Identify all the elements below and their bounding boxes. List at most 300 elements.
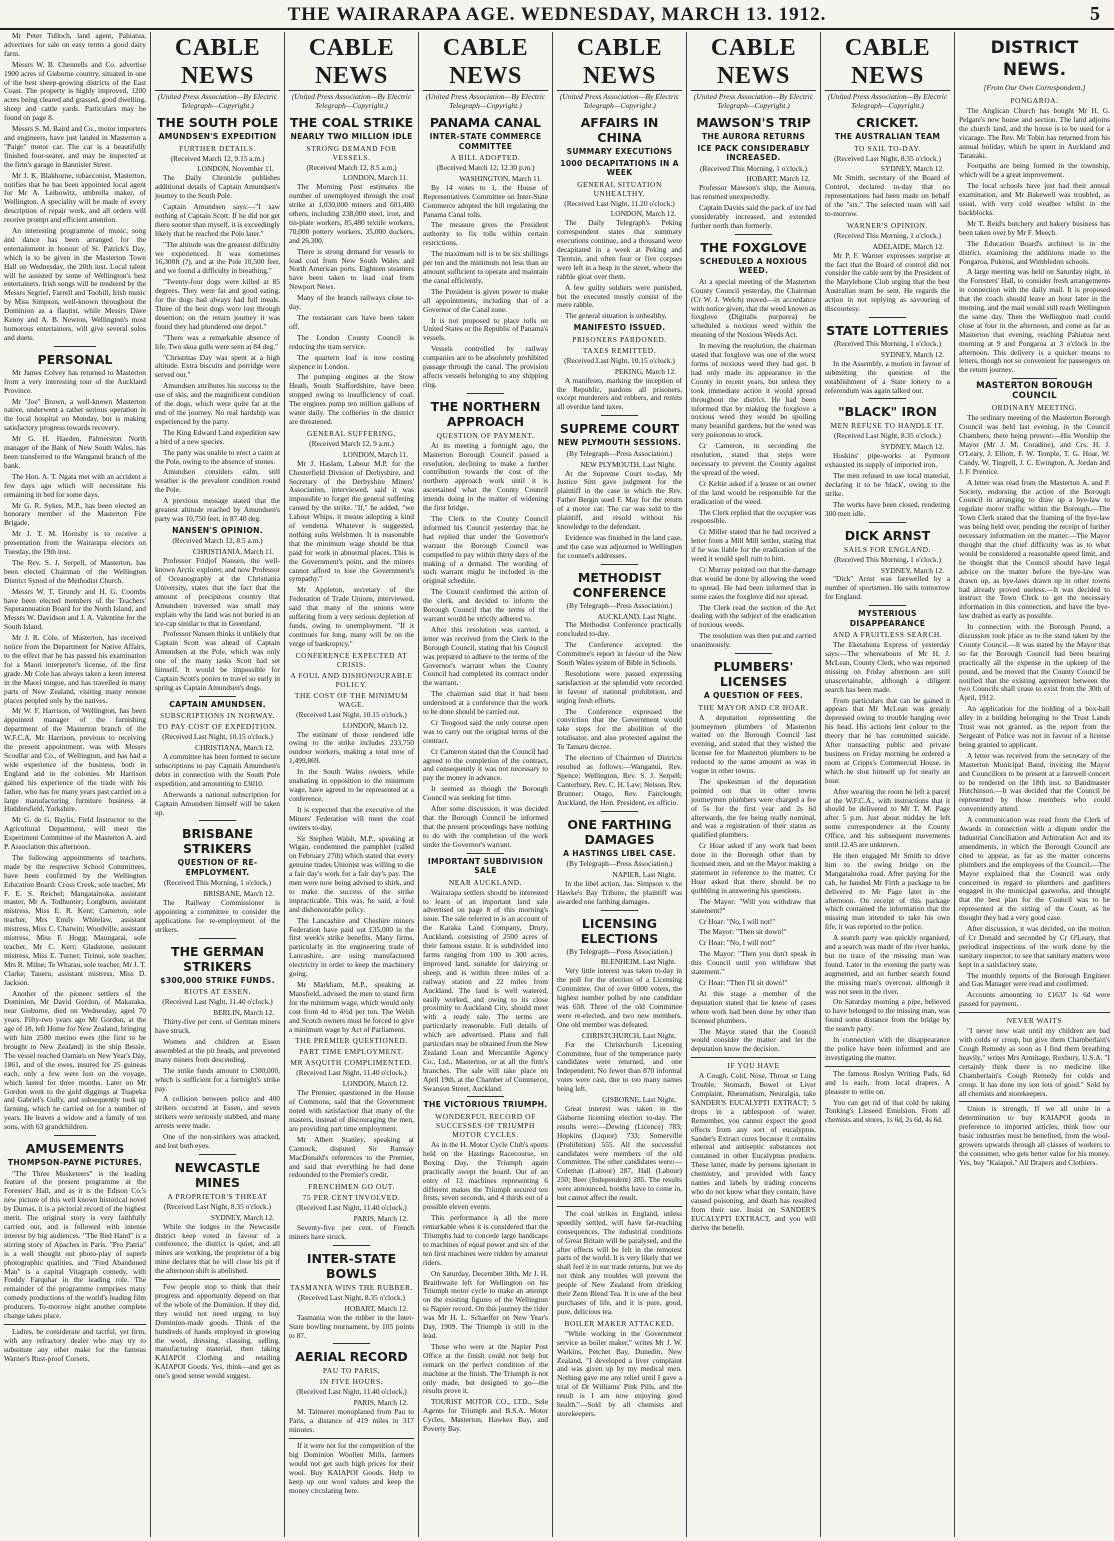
article-paragraph: Cr Hoar asked if any work had been done in the Borough other than by licensed men, and on the Mayor making a statement in reference to the matter, Cr Hoar asked that there should be no quibbling in answering his questions.	[691, 841, 816, 895]
article-paragraph: At its meeting a fortnight ago, the Masterton Borough Council passed a resolution, declining to make a further contribution towards the cost of the northern approach work until it is ascertained what the County Council intends doing in the matter of widening the first bridge.	[423, 440, 548, 513]
divider	[289, 1438, 414, 1439]
dateline: GISBORNE, Last Night.	[602, 1095, 676, 1105]
article-paragraph: From particulars that can be gained it appears that Mr McLean was greatly depressed owing to trouble hanging over his head. His actions lent colour to the theory that he has committed suicide. After transacting public and private business on Friday morning he ordered a room at Cripps's Commercial House, in which he shut himself up for nearly an hour.	[825, 695, 950, 785]
article-paragraph: A search party was quickly organised, and a search was made of the river banks, but no trace of the missing man was found. Later in the evening the party was augmented, and on further search found the missing man's overcoat, although it was not seen in the river.	[825, 933, 950, 996]
article-paragraph: The Conference expressed the conviction that the Government would take steps for the abolition of the totalisator, and also protested against the Te Tamaru decree.	[557, 706, 682, 752]
divider	[467, 393, 505, 394]
article-paragraph: Cr Hoar: "Then I'll sit down!"	[699, 977, 788, 987]
article-paragraph: The London County Council is reducing the tram service.	[289, 332, 414, 351]
article-paragraph: Mr "Joe" Brown, a well-known Masterton native, underwent a rather serious operation in the local hospital on Monday, but is making satisfactory progress towards recovery.	[4, 396, 146, 433]
article-paragraph: The restaurant cars have been taken off.	[289, 313, 414, 331]
article-paragraph: Many of the branch railways close to-day.	[289, 293, 414, 312]
article-headline: THE VICTORIOUS TRIUMPH.	[423, 1100, 548, 1110]
received-time: (Received Last Night, 8.35 o'clock.)	[833, 431, 942, 441]
received-time: (Received This Morning, 1 o'clock.)	[833, 339, 942, 348]
divider	[467, 853, 505, 854]
article-headline: THE GERMAN STRIKERS	[171, 943, 264, 974]
article-paragraph: It seemed as though the Borough Council was seeking for time.	[423, 784, 548, 803]
received-time: (Received Last Night, 8.35 o'clock.)	[163, 1201, 272, 1211]
article-paragraph: A letter was received from the secretary of the Masterton Municipal Band, inviting the Mayor and Councillors to be present at a farewell concert to be tendered on the 18th inst. to Bandmaster Hutchinson.—It was decided that the Council be represented by those members who could conveniently attend.	[959, 750, 1110, 814]
column-cable-news-5	[686, 32, 820, 1537]
article-headline: DICK ARNST	[844, 527, 931, 543]
article-paragraph: For the Christchurch Licensing Committee, four of the temperance party candidates were returned, and one Independent. No fewer than 870 informal votes were cast, due to too many names being left.	[557, 1039, 682, 1094]
dateline: CHRISTIANIA, March 11.	[192, 547, 274, 557]
advertisement-text: Few people stop to think that their progress and opportunity depend on that of the whole of the Dominion. If they did, they would not need urging to buy Dominion-made goods. Think of the hundreds of hands employed in growing the wool, dressing, classing, selling, manufacturing material, then taking KAIAPOI Clothing and retailing KAIAPOI Goods. Yes, think—and get as one's good sense would suggest.	[155, 1282, 280, 1381]
article-subheading: GENERAL SITUATION UNHEALTHY.	[577, 179, 662, 198]
article-paragraph: A few guilty soldiers were punished, but the executed mostly consist of the mere rabble.	[557, 282, 682, 310]
article-paragraph: The spokesman of the deputation pointed out that in other towns journeymen plumbers were charged a fee of 5s for the first year and 2s 6d afterwards, the fee being really nominal, and was a registration of their status as qualified plumbers.	[691, 776, 816, 840]
received-time: (Received Last Night, 11.40 o'clock.)	[296, 1387, 407, 1397]
article-subheading: THE PREMIER QUESTIONED.	[295, 1036, 408, 1046]
article-paragraph: "The Three Musketeers" is the leading feature of the present programme at the Foresters' Hall, and as it is the Edison Co.'s new picture of this well known historical novel by Dumas, it is a pictorial record of the highest merit. The original story is very faithfully carried out, and is followed with intense interest by big audiences. "The Red Hand" is a stirring story of Apaches in Paris. "Pro Patria" is a well thought out photo-play of superb photographic qualities, and "Fred Abandoned Man" is a capital Vitagraph comedy, with Freddy Farquhar in the leading role. The remainder of the programme comprises many comedy productions of the world's leading film producers. To-morrow night another complete change takes place.	[4, 1168, 146, 1321]
cable-news-banner: CABLE NEWS	[155, 34, 280, 91]
article-subheading: RIOTS AT ESSEN.	[184, 987, 251, 997]
received-time: (Received Last Night, 11.40 o'clock.)	[162, 997, 273, 1007]
article-paragraph: Mr J. R. Cole, of Masterton, has received notice from the Department for Native Affairs, to the effect that he has passed his examination for a Maori interpreter's license, of the first grade. Mr Cole has always taken a keen interest in the Maori tongue, and has travelled in many parts of New Zealand, visiting many remote places peopled only by the natives.	[4, 633, 146, 705]
divider	[601, 910, 639, 911]
divider	[199, 938, 237, 939]
article-subheading: 1000 DECAPITATIONS IN A WEEK	[560, 158, 679, 177]
article-headline: INTER-STATE BOWLS	[306, 1250, 397, 1281]
cable-news-banner: CABLE NEWS	[557, 34, 682, 91]
article-paragraph: The general situation is unhealthy.	[565, 311, 667, 321]
advertisement-text: You can get rid of that cold by taking Tonking's Linseed Emulsion. From all chemists and stores, 1s 6d, 2s 6d, 4s 6d.	[825, 1097, 950, 1125]
received-time: (Received This Morning, 1 o'clock.)	[163, 878, 272, 888]
article-paragraph: Professor Fridjof Nansen, the well-known Arctic explorer, and now Professor of Oceanography at the Christiania University, states that the fact that the amount of precipitous country that Amundsen traversed was small may explain why the land was not buried in an ice-cap similar to that in Greenland.	[155, 556, 280, 628]
article-paragraph: A collision between police and 400 strikers occurred at Essen, and seven strikers were seriously stabbed, and many arrests were made.	[155, 1094, 280, 1131]
article-paragraph: Amundsen attributes his success to the use of skis, and the magnificent condition of the dogs, which were quite fat at the end of the journey. No real hardship was experienced by the party.	[155, 381, 280, 426]
dateline: HOBART, March 12.	[344, 1303, 408, 1313]
article-headline: THE NORTHERN APPROACH	[430, 398, 541, 429]
divider	[54, 1135, 97, 1136]
divider	[735, 234, 773, 235]
article-headline: MYSTERIOUS DISAPPEARANCE	[849, 609, 926, 628]
article-paragraph: A committee has been formed to secure subscriptions to pay Captain Amundsen's debts in connection with the South Pole expedition, and amounting to £3010.	[155, 752, 280, 788]
article-paragraph: A previous message stated that the greatest altitude reached by Amundsen's party was 10,750 feet, in 87.40 deg.	[155, 496, 280, 523]
article-paragraph: After discussion, it was decided, on the motion of Cr Donald and seconded by Cr O'Leary, that periodical inspections of the work done by the sanitary inspector, to see that sanitary matters were kept in a satisfactory state.	[959, 924, 1110, 969]
article-paragraph: As in the H. Motor Cycle Club's sports held on the Hastings Racecourse, on Boxing Day, the Triumph again practically swept the board. Out of an entry of 12 machines representing 6 different makes the Triumph secured ten firsts, seven seconds, and 4 thirds out of a possible eleven events.	[423, 1139, 548, 1212]
article-paragraph: After wearing the room he left a parcel at the W.F.C.A., with instructions that it should be delivered to Mr T. M. Page after 5 p.m. Just about midday he left some correspondence at the County Office, and his subsequent movements until 12.45 are unknown.	[825, 786, 950, 850]
article-paragraph: Cr Cameron stated that the Council had agreed to the completion of the contract, and consequently it was not necessary to pay the money in advance.	[423, 746, 548, 783]
article-headline: BRISBANE STRIKERS	[181, 826, 253, 857]
dateline: SYDNEY, March 12.	[880, 565, 944, 575]
place-heading: PONGAROA.	[1010, 96, 1059, 105]
received-time: (By Telegraph—Press Association.)	[566, 600, 673, 610]
article-paragraph: Footpaths are being formed in the township, which will be a great improvement.	[959, 161, 1110, 180]
article-paragraph: The chairman said that it had been understood at a conference that the work to be done should be carried out.	[423, 689, 548, 717]
article-paragraph: Mr G. R. Sykes, M.P., has been elected an honorary member of the Masterton Fire Brigade.	[4, 500, 146, 528]
article-paragraph: Captain Davies said the pack of ice had considerably increased, and extended further north than formerly.	[691, 203, 816, 230]
article-headline: IMPORTANT SUBDIVISION SALE	[427, 856, 544, 876]
article-subheading: NEW PLYMOUTH SESSIONS.	[557, 438, 682, 448]
article-paragraph: Mr J. Haslam, Labour M.P. for the Chesterfield Division of Derbyshire, and Secretary of the Derbyshire Miners' Association, interviewed, said it was impossible to forget the general suffering caused by the strike. "If," he added, "we Labour Whips, it means adopting a kind of vendetta. Whatever is suggested, nothing suits Welshmen. It is reasonable that the minimum wage should be that paid for work in abnormal places. This is the Government's point, and the miners cannot afford to lose the Government's sympathy."	[289, 458, 414, 584]
article-subheading: SUMMARY EXECUTIONS	[566, 147, 673, 156]
article-headline: MASTERTON BOROUGH COUNCIL	[976, 381, 1093, 401]
advertisement-heading: IF YOU HAVE	[727, 1061, 780, 1071]
article-paragraph: The Eketahuna Express of yesterday says:—The whereabouts of Mr H. J. McLean, County Clerk, who was reported missing on Friday afternoon are still unascertainable, although a diligent search has been made.	[825, 640, 950, 694]
article-subheading: A PROPRIETOR'S THREAT	[167, 1191, 268, 1201]
article-paragraph: Mr Markham, M.P., speaking at Mansfield, advised the men to stand firm for the minimum wage, which would only cost from 4d to 4½d per ton. The Welsh and Scotch owners must be forced to give a minimum wage by Act of Parliament.	[289, 980, 414, 1034]
article-paragraph: By 14 votes to 1, the House of Representatives Committee on Inter-State Commerce adopted the bill regulating the Panama Canal tolls.	[423, 182, 548, 219]
article-paragraph: Thirty-five per cent. of German miners have struck.	[155, 1017, 280, 1036]
column-cable-news-3	[418, 32, 552, 1537]
article-paragraph: The Conference accepted the Committee's report in favour of the New South Wales system of Bible in Schools.	[557, 640, 682, 668]
article-subheading: THE COST OF THE MINIMUM WAGE.	[294, 690, 409, 709]
article-subheading: WONDERFUL RECORD OF SUCCESSES OF TRIUMPH MOTOR CYCLES.	[435, 1111, 536, 1139]
dateline: SYDNEY, March 12.	[880, 164, 944, 174]
article-subheading: TAXES REMITTED.	[582, 345, 657, 355]
article-paragraph: An interesting programme of music, song and dance has been arranged for the entertainment in honour of St. Patrick's Day, which is to be given in the Masterton Town Hall on Wednesday, the 20th inst. Local talent will be assisted by some of Wellington's best entertainers. Irish songs will be rendered by the Messrs Segrief, Farrell and Toohill, Irish music by Miss Simpson, well-known throughout the Dominion as a flautist, while Messrs Dave Kenny and A. B. Newton, Wellington's most humorous entertainers, will give several solos and duets.	[4, 226, 146, 342]
column-cable-news-2	[284, 32, 418, 1537]
divider	[691, 1057, 816, 1058]
article-headline: CRICKET.	[856, 115, 919, 130]
article-paragraph: The Mayor: "Will you withdraw that statement?"	[691, 896, 816, 915]
divider	[601, 564, 639, 565]
dateline: BRISBANE, March 12.	[203, 889, 274, 899]
article-subheading: PART TIME EMPLOYMENT.	[299, 1047, 404, 1057]
article-paragraph: Another of the pioneer settlers of the Dominion, Mr David Gordon, of Makaraka, near Gisborne, died on Wednesday, aged 70 years. Fifty-two years ago Mr Gordon, at the age of 18, left Home for New Zealand, bringing with him 2500 merino ewes (the first to be brought to New Zealand) in the ship Bessie. The vessel reached Oamaru on New Year's Day, 1861, and of the ewes, insured for 25 guineas each, only a few were lost on the voyage, which lasted for three months. Later on Mr Gordon went to the gold diggings at Tuapeka and Gabriel's Gully, and subsequently took up farming, which he carried on for a number of years. He leaves a widow and a family of ten sons, with 63 grandchildren.	[4, 988, 146, 1132]
article-paragraph: Amundsen considers calm, still weather is the prevalent condition round the Pole.	[155, 467, 280, 495]
dateline: ADELAIDE, March 12.	[872, 241, 944, 251]
article-subheading: NEARLY TWO MILLION IDLE	[290, 132, 413, 141]
article-paragraph: Those who were at the Napier Post Office at the finish could not help but remark on the perfect condition of the machine at the finish. The Triumph is not only made, but designed to go—the results prove it.	[423, 1341, 548, 1396]
article-paragraph: On Saturday morning a pipe, believed to have belonged to the missing man, was found some distance from the bridge by the search party.	[825, 997, 950, 1034]
article-paragraph: "The altitude was the greatest difficulty we experienced. It was sometimes 16,300ft (?), and at the Pole 10,500 feet, and we found a difficulty in breathing."	[155, 239, 280, 276]
column-cable-news-1	[150, 32, 284, 1537]
article-paragraph: The Hon. A. T. Ngata met with an accident a few days ago which will necessitate his remaining in bed for some days.	[4, 471, 146, 499]
received-time: (Received Last Night, 8.35 o'clock.)	[833, 153, 942, 163]
article-subheading: A QUESTION OF FEES.	[703, 691, 804, 701]
article-paragraph: In connection with the disappearance the police have been informed and are investigating the matter.	[825, 1035, 950, 1062]
divider	[825, 1066, 950, 1067]
article-paragraph: Mr Appleton, secretary of the Federation of Trade Unions, interviewed, said that many of the unions were suffering from a very serious depletion of funds, owing to unemployment. "If it continues for long, many will be on the verge of bankruptcy."	[289, 585, 414, 648]
article-subheading: TO PAY COST OF EXPEDITION.	[157, 722, 278, 732]
received-time: (Received Last Night, 8.35 o'clock.)	[297, 1292, 406, 1302]
received-time: (Received Last Night, 10.15 o'clock.)	[296, 709, 407, 719]
article-paragraph: An application for the holding of a box-ball alley in a building belonging to the Trust Lands Trust was not granted, as the report from the Sergeant of Police was not in favour of a license being granted to applicant.	[959, 704, 1110, 749]
article-paragraph: Mr G. de G. Baylis, Field Instructor to the Agricultural Department, will meet the Experiment Committee of the Masterton A. and P. Association this afternoon.	[4, 815, 146, 852]
article-paragraph: Resolutions were passed expressing satisfaction at the splendid vote recorded in favour of national prohibition, and urging fresh efforts.	[557, 668, 682, 705]
article-headline: THE FOXGLOVE	[700, 239, 807, 255]
article-paragraph: The Education Board's architect is in the district, examining the additions made to the Pongaroa, Puketoi, and Wimbledon schools.	[959, 238, 1110, 266]
dateline: SYDNEY, March 12.	[210, 1212, 274, 1222]
article-subheading: 75 PER CENT INVOLVED.	[302, 1193, 401, 1203]
dateline: SYDNEY, March 12.	[880, 442, 944, 452]
article-paragraph: Cr Cameron, in seconding the resolution, stated that steps were necessary to prevent the County against the spread of the weed.	[691, 441, 816, 477]
article-paragraph: The Mayor: "Then sit down!"	[699, 927, 787, 937]
cable-news-banner: CABLE NEWS	[825, 34, 950, 91]
received-time: (Received This Morning, 1 o'clock.)	[833, 554, 942, 564]
divider	[869, 605, 907, 606]
article-subheading: THOMPSON-PAYNE PICTURES.	[7, 1158, 143, 1168]
received-time: (Received Last Night, 11.40 o'clock.)	[296, 1068, 407, 1078]
article-paragraph: The estimate of those rendered idle owing to the strike includes 233,750 outdoor workers, making a total now of 1,499,869.	[289, 729, 414, 766]
article-subheading: NEAR AUCKLAND.	[448, 877, 523, 887]
article-headline: LICENSING ELECTIONS	[580, 915, 659, 946]
article-paragraph: A communication was read from the Clerk of Awards in connection with a dispute under the Industrial Conciliation and Arbitration Act and its amendments, in which the Borough Council are cited to appear, as far as the matter concerns plumbers and the employees of the Council.—The Mayor explained that the Council was only concerned in regard to plumbers and gasfitters engaged in the municipal gasworks, and thought that the best plan for the Council was to be represented at the sitting of the Court, as he thought they had a very good case.	[959, 815, 1110, 923]
article-paragraph: The works have been closed, rendering 300 men idle.	[825, 499, 950, 518]
article-paragraph: The King Edward Land expedition saw a bird of a new species.	[155, 427, 280, 446]
article-subheading: QUESTION OF PAYMENT.	[436, 430, 535, 440]
divider	[155, 1279, 280, 1280]
dateline: LONDON, November 11.	[197, 164, 274, 174]
dateline: LONDON, March 12.	[342, 720, 408, 730]
article-paragraph: Professor Nansen thinks it unlikely that Captain Scott was ahead of Captain Amundsen at the Pole, which was only one of the many tasks Scott had set himself. It would be impossible for Captain Scott's ponies to travel so early in spring as Captain Amundsen's dogs.	[155, 629, 280, 692]
advertisement-text: Union is strength. If we all unite in a determination to buy KAIAPOI goods in preference to imported articles, think how our basic industries must be benefited, from the wool-growers upwards through all classes of workers to the consumer, who gets better value for his money. Yes, buy "Kaiapoi." All Drapers and Clothiers.	[959, 1104, 1110, 1167]
article-paragraph: There is strong demand for vessels to load coal from New South Wales and North American ports. Eighteen steamers have been taken to load coal from Newport News.	[289, 246, 414, 292]
divider	[869, 317, 907, 318]
article-paragraph: Sir Stephen Walsh, M.P., speaking at Wigan, condemned the pamphlet (called on February 27th) which stated that every genuine trades Unionist was willing to die a fair day's work for a fair day's pay. The men were now being advised to shirk, and to make the success of the strike impracticable. This was, he said, a foul and dishonourable policy.	[289, 833, 414, 914]
article-paragraph: Tasmania won the rubber in the Inter-State bowling tournament, by 105 points to 87.	[289, 1312, 414, 1340]
article-paragraph: The Clerk to the County Council informed his Council yesterday that he had replied that under the Governor's warrant the Borough Council was compelled to pay within thirty days of the making of a demand. The wording of such warrant might be included in the original schedule.	[423, 514, 548, 586]
received-time: (Received This Morning, 1 o'clock.)	[699, 163, 808, 173]
divider	[869, 522, 907, 523]
advertisement-text: The coal strikes in England, unless speedily settled, will have far-reaching consequences. The industrial conditions of Great Britain will be paralysed, and the after effects will be felt in the remotest parts of the world. It is very likely that we shall feel it in our trade returns, but we do not think any troubles will prevent the people of New Zealand from drinking their Zenn Blend Tea. It is one of the best purchases of life, and it is pure, good, pure, delicious tea.	[557, 1208, 682, 1316]
dateline: HOBART, March 12.	[746, 174, 810, 184]
article-subheading: IN FIVE HOURS.	[319, 1377, 384, 1387]
article-paragraph: In connection with the Borough Pound, a discussion took place as to the stand taken by the County Council.—It was stated by the Mayor that so far the Borough Council had been bearing practically all the expense in the upkeep of the pound, and he moved that the County Council be notified that the existing agreement between the two Councils shall cease to exist from the 30th of April, 1912.	[959, 622, 1110, 703]
received-time: (Received March 12, 9.15 a.m.)	[170, 153, 265, 163]
article-paragraph: The Morning Post estimates the number of unemployed through the coal strike at 1,030,000 miners and 601,480 others, including 238,000 steel, iron, and tin-plate workers, 85,480 textile workers, 70,000 pottery workers, 35,000 dockers, and 26,300.	[289, 182, 414, 245]
article-headline: AFFAIRS IN CHINA	[580, 115, 659, 145]
article-headline: CAPTAIN AMUNDSEN.	[169, 699, 266, 709]
article-subheading: TASMANIA WINS THE RUBBER.	[290, 1282, 413, 1292]
article-paragraph: "Twenty-four dogs were killed at 85 degrees. They were fat and good eating, for the dogs had always had full meals. Three of the best dogs were lost through desertion; on the return journey it was found they had plundered one depot."	[155, 277, 280, 331]
article-paragraph: Accounts amounting to £1637 1s 6d were passed for payment.	[959, 990, 1110, 1009]
divider	[199, 820, 237, 821]
article-paragraph: The ordinary meeting of the Masterton Borough Council was held last evening, in the Council Chambers, there being present:—His Worship the Mayor (Mr J. M. Coradine), and Crs. H. J. O'Leary, J. Elliott, F. W. Temple, T. G. Hoar, W. Candy, W. Tingrell, J. C. Ewington, A. Jordan and J. F. Prentice.	[959, 413, 1110, 476]
divider	[959, 1012, 1110, 1013]
article-paragraph: Mr J. K. Blakhorne, tobacconist, Masterton, notifies that he has been appointed local agent for Mr A. Leibowitz, umbrella maker, of Wellington. A speciality will be made of every description of repair work, and all orders will receive prompt and efficient attention.	[4, 170, 146, 225]
article-subheading: AND A FRUITLESS SEARCH.	[832, 630, 943, 640]
article-subheading: NANSEN'S OPINION.	[172, 525, 263, 535]
divider	[959, 1101, 1110, 1102]
divider	[735, 653, 773, 654]
dateline: CHRISTCHURCH, Last Night.	[581, 1030, 676, 1040]
article-paragraph: After this resolution was carried, a letter was received from the Clerk to the Borough Council, stating that his Council was prepared to adhere to the terms of the Governor's warrant when the County Council had completed its contract under the warrant.	[423, 624, 548, 688]
article-paragraph: Mr G. H. Haeden, Palmerston North manager of the Bank of New South Wales, has been transferred to the Wanganui branch of the bank.	[4, 434, 146, 470]
page-number: 5	[1090, 3, 1100, 25]
article-headline: THE SOUTH POLE	[156, 115, 279, 130]
received-time: (By Telegraph—Press Association.)	[566, 946, 673, 956]
column-district-news	[954, 32, 1114, 1537]
article-subheading: SCHEDULED A NOXIOUS WEED.	[699, 256, 808, 276]
article-subheading: SAILS FOR ENGLAND.	[844, 544, 931, 554]
article-paragraph: The Premier, questioned in the House of Commons, said that the Government noted with satisfaction that many of the masters, instead of discouraging the men, are providing part time employment.	[289, 1088, 414, 1133]
article-paragraph: The resolution was then put and carried unanimously.	[691, 631, 816, 650]
masthead	[0, 0, 1114, 30]
article-paragraph: After some discussion, it was decided that the Borough Council be informed that the present proceedings have nothing to do with the completion of the work under the Governor's warrant.	[423, 804, 548, 849]
divider	[1012, 378, 1057, 379]
article-paragraph: Very little interest was taken to-day in the poll for the election of a Licensing Committee. Out of over 6000 voters, the highest number polled by one candidate was 658. Three of the old Committee were re-elected, and two new members. One old member was defeated.	[557, 966, 682, 1029]
article-paragraph: Women and children at Essen assembled at the pit heads, and prevented many miners from descending.	[155, 1036, 280, 1064]
article-paragraph: Wairarapa settlers should be interested to learn of an important land sale advertised on page 8 of this morning's issue. The sale referred to is an account of the Karaka Land Company, Drury, Auckland, consisting of 2500 acres of their famous estate. It is subdivided into farms ranging from 100 to 300 acres, improved land, suitable for dairying or sheep, and is within three miles of a railway station and 22 miles from Auckland. The land is well watered, easily worked, and owing to its close proximity to Auckland City, should meet with a ready sale. The terms are particularly reasonable. Full details of which are advertised. Plans and full particulars may be obtained from the New Zealand Loan and Mercantile Agency Co., Ltd., Masterton, or at all the firm's branches. The sale will take place on April 19th, at the Chamber of Commerce, Swanson Street, Auckland.	[423, 887, 548, 1093]
article-subheading: BOILER MAKER ATTACKED.	[564, 1318, 675, 1328]
article-paragraph: Messrs W. B. Chennells and Co. advertise 1900 acres of Gisborne country, situated in one of the best sheep-growing districts of the East Coast. The property is highly improved, 1200 acres being cleared and grassed, good dwelling, sheep and cattle yards. Particulars may be found on page 8.	[4, 59, 146, 123]
dateline: LONDON, March 12.	[342, 1079, 408, 1089]
divider	[333, 1343, 371, 1344]
divider	[333, 1245, 371, 1246]
divider	[4, 1324, 146, 1325]
article-paragraph: Great interest was taken in the Gisborne licensing election to-day. The results were:—Dewing (Licence) 783; Hopkins (Liquor) 733; Somerville (Prohibition) 555. All the successful candidates were members of the old Committee. The other candidates were:—Coleman (Labour) 287, Hall (Labour) 250; Beer (Independent) 285. The results were announced, booths have to come in, but cannot affect the result.	[557, 1103, 682, 1203]
article-paragraph: A letter was read from the Masterton A. and P. Society, endorsing the action of the Borough Council in arranging to draw up a bye-law to regulate motor traffic within the Borough.—The Town Clerk stated that the framing of the bye-law was being held over, pending the receipt of further necessary information on the matter.—The Mayor thought that the chief difficulty was as to what would be considered a reasonable speed limit, and he thought that the Council should have legal advice on the matter before the bye-law was drawn up, as bye-laws drawn up in other towns had already proved useless.—It was decided to instruct the Town Clerk to get the necessary information in this connection, and have the bye-law drafted as early as possible.	[959, 477, 1110, 621]
article-paragraph: At the Supreme Court to-day, Mr Justice Sim gave judgment for the plaintiff in the case in which the Rev. Father Bergin sued F. May for the return of a motor car. The car was sold to the plaintiff, and resold without his knowledge to the defendant.	[557, 468, 682, 531]
cable-news-banner: CABLE NEWS	[691, 34, 816, 91]
article-paragraph: In moving the resolution, the chairman stated that foxglove was one of the worst forms of noxious weed they had got. It had only made its appearance in the County in recent years, but unless they took immediate action it would spread throughout the district. He had been informed that by making the foxglove a noxious weed they would be spoiling many beautiful gardens, but the weed was very poisonous to stock.	[691, 341, 816, 440]
section-heading: AMUSEMENTS	[25, 1141, 125, 1157]
dateline: AUCKLAND, Last Night.	[597, 611, 676, 621]
article-paragraph: One of the non-strikers was attacked, and lost both eyes.	[155, 1132, 280, 1150]
article-paragraph: Cr Hoar: "No, I will not!"	[699, 938, 776, 948]
dateline: BLENHEIM, Last Night.	[600, 957, 676, 967]
article-paragraph: The Anglican Church has bought Mr H. G. Pelgate's new house and section. The land adjoins the church land, and the house is to be used for a vicarage. The Rev. Mr Tobin has returned from his annual holiday, which he spent in Auckland and Taranaki.	[959, 106, 1110, 160]
article-paragraph: A manifesto, marking the inception of the Republic, pardons all prisoners, except murderers and robbers, and remits all overdue land taxes.	[557, 375, 682, 412]
article-paragraph: Cr Hoar: "No, I will not!"	[699, 916, 776, 926]
article-headline: MAWSON'S TRIP	[696, 115, 811, 130]
article-headline: AERIAL RECORD	[295, 1349, 408, 1365]
article-paragraph: Mr Albert Stanley, speaking at Cannock, disputed Sir Ramsay MacDonald's references to the Premier, and said that everything he had done redounded to the Premier's credit.	[289, 1134, 414, 1180]
received-time: (By Telegraph—Press Association.)	[566, 859, 673, 869]
article-subheading: SUBSCRIPTIONS IN NORWAY.	[160, 711, 275, 721]
dateline: NEW PLYMOUTH, Last Night.	[580, 459, 676, 469]
press-credit: (United Press Association—By Electric Telegraph—Copyright.)	[827, 92, 948, 110]
article-paragraph: It is expected that the executive of the Miners' Federation will meet the coal owners to-day.	[289, 804, 414, 832]
received-time: (Received Last Night, 10.15 o'clock.)	[162, 732, 273, 742]
article-paragraph: In the libel action, Jas. Simpson v. the Hawke's Bay Tribune, the plaintiff was awarded one farthing damages.	[557, 878, 682, 906]
article-paragraph: The Mayor: "Then you don't speak in this Council until you withdraw that statement."	[691, 949, 816, 977]
received-time: (Received Last Night, 11.40 o'clock.)	[296, 1203, 407, 1213]
dateline: WASHINGTON, March 11.	[459, 173, 542, 183]
advertisement-text: "I never now wait until my children are bad with colds or croup, but give them Chamberlain's Cough Remedy as soon as I find them breathing heavily," writes Mrs Armitage, Roxbury, U.S.A. "I certainly think there is no medicine like Chamberlain's Cough Remedy for colds and croup. It has done my son lots of good." Sold by all chemists and storekeepers.	[959, 1026, 1110, 1098]
article-headline: SUPREME COURT	[559, 421, 680, 437]
article-paragraph: The measure gives the President authority to fix tolls within certain restrictions.	[423, 220, 548, 248]
article-paragraph: The pumping engines at the Stow Heath, South Staffordshire, have been stopped owing to insufficiency of coal. The engines pump ten million gallons of water daily. The collieries in the district are threatened.	[289, 372, 414, 426]
article-subheading: FURTHER DETAILS.	[179, 143, 256, 153]
article-paragraph: The Railway Commissioner is appointing a committee to consider the applications for re-employment of the strikers.	[155, 898, 280, 934]
press-credit: (United Press Association—By Electric Telegraph—Copyright.)	[559, 92, 680, 110]
dateline: CHRISTIANA, March 12.	[195, 743, 274, 753]
article-subheading: FRENCHMEN GO OUT.	[308, 1182, 395, 1192]
article-headline: "BLACK" IRON	[838, 404, 937, 420]
article-subheading: STRONG DEMAND FOR VESSELS.	[306, 143, 397, 162]
advertisement-text: TOURIST MOTOR CO., LTD., Sole Agents for Triumph and B.S.A. Motor Cycles, Masterton, Hawkes Bay, and Poverty Bay.	[423, 1397, 548, 1434]
article-paragraph: The party was unable to erect a cairn at the Pole, owing to the absence of stones.	[155, 447, 280, 466]
article-headline: PANAMA CANAL	[429, 115, 542, 130]
article-subheading: THE MAYOR AND CR HOAR.	[698, 702, 809, 712]
article-subheading: AMUNDSEN'S EXPEDITION	[158, 132, 277, 141]
article-paragraph: Professor Mawson's ship, the Aurora, has returned unexpectedly.	[691, 183, 816, 202]
article-paragraph: A large meeting was held on Saturday night, in the Foresters' Hall, to consider fresh arrangements in connection with the daily mail. It is proposed that the coach should leave an hour later in the morning, and the mail would still reach Wellington the same day. Then the Wellington mail could close at four in the afternoon, and come as far as Masterton that evening, reaching Pahiatua next morning at 9 and Pongaroa at 3 o'clock in the afternoon. This delivery is a quicker means to letters, though not so convenient for passengers on the return journey.	[959, 267, 1110, 375]
masthead-title: THE WAIRARAPA AGE. WEDNESDAY, MARCH 13. 1912.	[287, 4, 827, 25]
divider	[54, 346, 97, 347]
article-subheading: PAU TO PARIS,	[322, 1366, 381, 1376]
article-subheading: A HASTINGS LIBEL CASE.	[563, 848, 676, 858]
article-subheading: THE AURORA RETURNS	[701, 132, 806, 141]
advertisement-text: Ladies, be considerate and tactful, yet firm, with any refractory dealer who may try to substitute any other make for the famous Warner's Rust-proof Corsets.	[4, 1326, 146, 1363]
divider	[199, 696, 237, 697]
article-paragraph: A deputation representing the journeymen plumbers of Masterton waited on the Borough Council last evening, and stated that they wished the license fee for Masterton plumbers to be reduced to the same amount as was in vogue in other towns.	[691, 712, 816, 776]
article-subheading: QUESTION OF RE-EMPLOYMENT.	[177, 858, 258, 877]
press-credit: (United Press Association—By Electric Telegraph—Copyright.)	[291, 92, 412, 110]
article-headline: THE COAL STRIKE	[289, 115, 414, 130]
article-subheading: INTER-STATE COMMERCE COMMITTEE	[429, 132, 542, 151]
article-subheading: MR ASQUITH COMPLIMENTED.	[290, 1058, 413, 1068]
article-paragraph: The men refused to use local material, declaring it to be 'black', owing to the strike.	[825, 471, 950, 498]
article-paragraph: While the lodges in the Newcastle district keep voted in favour of a conference, the district is quiet, and all mines are working, the proprietor of a big mine declares that he will close his pit if the afternoon shift is abolished.	[155, 1221, 280, 1276]
article-paragraph: The monthly reports of the Borough Engineer and Gas Manager were read and confirmed.	[959, 970, 1110, 989]
cable-news-banner: CABLE NEWS	[423, 34, 548, 91]
article-subheading: $300,000 STRIKE FUNDS.	[160, 975, 275, 985]
article-paragraph: "There was a remarkable absence of life. Two skua gulls were seen at 84 deg."	[155, 332, 280, 351]
article-paragraph: The maximum toll is to be six shillings per ton and the minimum not less than an amount sufficient to operate and maintain the canal efficiently.	[423, 249, 548, 285]
article-subheading: A BILL ADOPTED.	[450, 153, 521, 162]
advertisement-text: The famous Roslyn Writing Pads, 6d and 1s each, from local drapers. A pleasure to write on.	[825, 1068, 950, 1096]
article-paragraph: Seventy-five per cent. of French miners have struck.	[289, 1223, 414, 1242]
article-paragraph: He then engaged Mr Smith to drive him to the swing bridge on the Mangatainoka road. After paying for the cab, he handed Mr Firth a package to be delivered to Mr Page later in the afternoon. On receipt of this package which contained the information that the missing man intended to take his own life, it was reported to the police.	[825, 850, 950, 932]
divider	[601, 811, 639, 812]
received-time: (By Telegraph—Press Association.)	[566, 448, 673, 458]
advertisement-heading: NEVER WAITS	[1006, 1016, 1063, 1026]
article-paragraph: The Clerk replied that the occupier was responsible.	[691, 507, 816, 526]
article-paragraph: "Christmas Day was spent at a high altitude. Extra biscuits and porridge were served out."	[155, 352, 280, 380]
article-paragraph: At this stage a member of the deputation stated that he knew of cases where work had been done by other than licensed plumbers.	[691, 988, 816, 1025]
cable-news-banner: CABLE NEWS	[289, 34, 414, 91]
column-cable-news-4	[552, 32, 686, 1537]
dateline: BERLIN, March 12.	[213, 1008, 274, 1018]
article-paragraph: Mr James Colvey has returned to Masterton from a very interesting tour of the Auckland Province.	[4, 367, 146, 395]
received-time: (Received Last Night, 11.20 o'clock.)	[564, 198, 675, 208]
article-paragraph: Cr Murray pointed out that the damage that would be done by allowing the weed to spread. He had been informed that in some cases the foxglove did not spread.	[691, 564, 816, 601]
article-paragraph: In the Assembly, a motion in favour of submitting the question of the establishment of a State lottery to a referendum was again talked out.	[825, 358, 950, 395]
article-paragraph: Messrs W. T. Grundy and H. G. Coombs have been elected members of the Teachers' Superannuation Board for the North Island, and Messrs W. Davidson and J. A. Valentine for the South Island.	[4, 586, 146, 632]
article-paragraph: The Clerk read the section of the Act dealing with the subject of the eradication of noxious weeds.	[691, 602, 816, 630]
correspondent-credit: [From Our Own Correspondent.]	[983, 83, 1086, 92]
article-paragraph: Evidence was finished in the land case, and the case was adjourned to Wellington for counsel's addresses.	[557, 532, 682, 560]
article-paragraph: It is not proposed to place tolls on United States or the Republic of Panama's vessels.	[423, 315, 548, 343]
divider	[557, 1206, 682, 1207]
article-paragraph: In the South Wales owners, while unabating in opposition to the minimum wage, have agreed to be represented at a conference.	[289, 767, 414, 803]
divider	[467, 1096, 505, 1097]
article-paragraph: The quartern loaf is now costing sixpence in London.	[289, 352, 414, 371]
article-paragraph: The strike funds amount to £300,000, which is sufficient for a fortnight's strike pay.	[155, 1065, 280, 1093]
article-subheading: TO SAIL TO-DAY.	[854, 143, 921, 153]
divider	[869, 398, 907, 399]
article-headline: ONE FARTHING DAMAGES	[567, 816, 672, 847]
article-paragraph: The President is given power to make all appointments, including that of a Governor of the Canal zone.	[423, 286, 548, 314]
article-paragraph: The Daily Chronicle publishes additional details of Captain Amundsen's journey to the South Pole.	[155, 173, 280, 201]
dateline: NAPIER, Last Night.	[612, 869, 676, 879]
dateline: PARIS, March 12.	[353, 1214, 408, 1224]
article-paragraph: Mr T. Reid's butchery and bakery business has been taken over by Mr F. Meech.	[959, 218, 1110, 237]
press-credit: (United Press Association—By Electric Telegraph—Copyright.)	[425, 92, 546, 110]
press-credit: (United Press Association—By Electric Telegraph—Copyright.)	[157, 92, 278, 110]
received-time: (Received This Morning, 1 o'clock.)	[833, 230, 942, 240]
column-cable-news-6	[820, 32, 954, 1537]
article-paragraph: On Saturday, December 30th, Mr J. H. Braithwaite left for Wellington on his Triumph motor cycle to make an attempt on the existing figures of the Wellington to Napier record. On this journey the rider was Mr H. L. Schaeffer on New Year's Day, 1909. The Triumph is still in the lead.	[423, 1268, 548, 1340]
article-paragraph: Vessels controlled by railway companies are to be absolutely prohibited passage through the canal. The provision affects vessels belonging to any shipping ring.	[423, 344, 548, 389]
divider	[199, 1154, 237, 1155]
dateline: LONDON, March 11.	[343, 449, 408, 459]
article-paragraph: At a special meeting of the Masterton County Council yesterday, the Chairman (Cr W. J. Welch) moved—in accordance with notice given, that the weed known as foxglove (Digitalis purpurea) be scheduled a noxious weed within the meaning of the Noxious Weeds Act.	[691, 276, 816, 340]
article-paragraph: The Mayor stated that the Council would consider the matter and let the deputation know the decision.	[691, 1026, 816, 1054]
article-subheading: MEN REFUSE TO HANDLE IT.	[830, 421, 945, 431]
article-paragraph: The local schools have just had their annual examination, and Mr Bakewell was troubled, as usual, with very cold weather whilst in the backblocks.	[959, 181, 1110, 217]
article-headline: STATE LOTTERIES	[826, 323, 949, 338]
article-subheading: ICE PACK CONSIDERABLY INCREASED.	[697, 143, 810, 162]
section-heading: PERSONAL	[37, 351, 113, 367]
article-paragraph: The following appointments of teachers, made by the respective School Committees, have been confirmed by the Wellington Education Board: Cross Creek, sole teacher, Mr F. E. S. Reichel; Mangatainoka, assistant master, Mr A. Todhunter; Longburn, assistant mistress, Miss E. R. Kent; Carterton, sole teacher, Mrs Emily Whitelaw, assistant mistress, Miss C. Chatwin; Woodville, assistant mistress, Miss F. Hogg; Maungarai, sole teacher, Mr C. Kerr; Gladstone, assistant mistress, Miss E. Turner; Tirinui, sole teacher, Mrs R. Milne; Te Wharau, sole teacher, Mr J. T. Clarke; Taueru, assistant mistress, Miss D. Jackson.	[4, 852, 146, 987]
article-paragraph: Afterwards a national subscription for Captain Amundsen himself will be taken up.	[155, 789, 280, 817]
